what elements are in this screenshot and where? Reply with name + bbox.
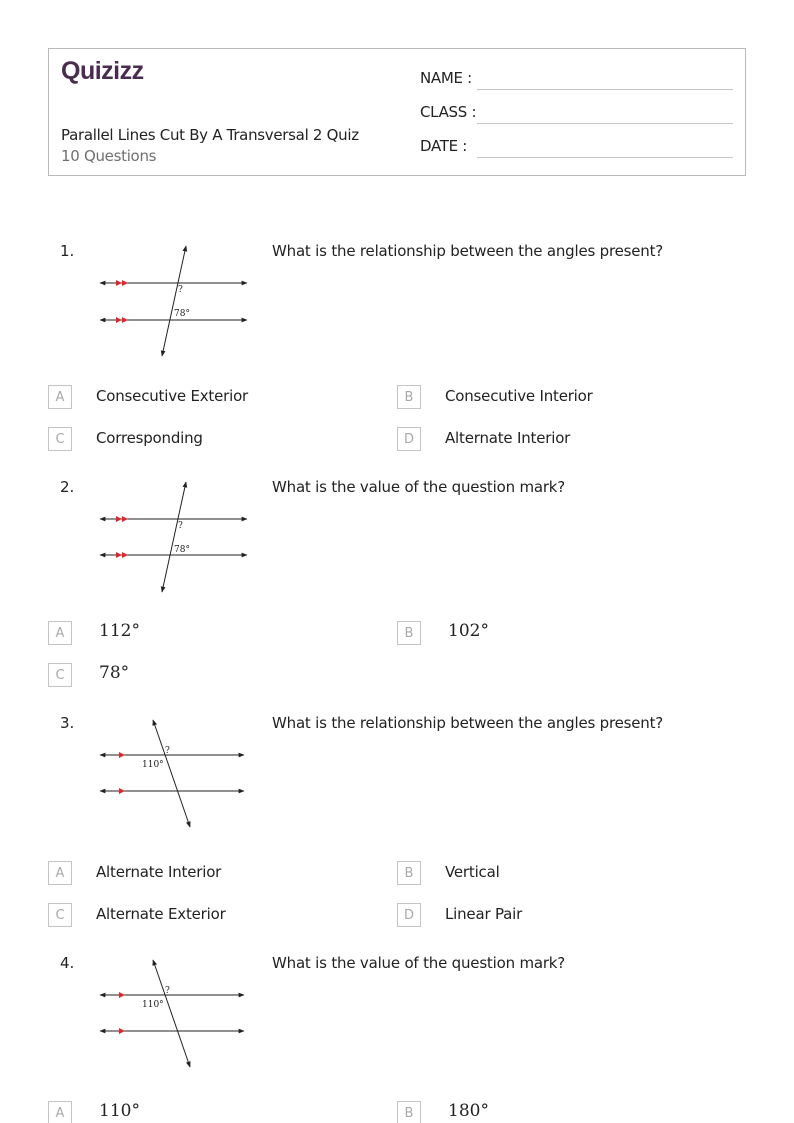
question-2-number: 2. <box>60 478 75 496</box>
angle-label: 78° <box>174 545 190 555</box>
question-3-diagram <box>92 712 257 834</box>
unknown-angle-label: ? <box>178 521 183 531</box>
question-1-number: 1. <box>60 242 75 260</box>
q3-option-d-letter[interactable]: D <box>397 903 421 927</box>
date-label: DATE : <box>420 137 468 155</box>
angle-label: 78° <box>174 309 190 319</box>
parallel-mark-top <box>116 516 128 522</box>
q1-option-b-letter[interactable]: B <box>397 385 421 409</box>
question-2-text: What is the value of the question mark? <box>272 478 566 496</box>
name-field[interactable] <box>477 89 733 90</box>
quizizz-logo: Quizizz <box>61 57 144 85</box>
class-field[interactable] <box>477 123 733 124</box>
q4-option-a-text: 110° <box>99 1101 140 1121</box>
transversal-line <box>162 482 186 592</box>
q3-option-c-letter[interactable]: C <box>48 903 72 927</box>
name-label: NAME : <box>420 69 472 87</box>
date-field[interactable] <box>477 157 733 158</box>
quiz-title: Parallel Lines Cut By A Transversal 2 Quiz <box>61 126 359 144</box>
unknown-angle-label: ? <box>178 285 183 295</box>
parallel-mark-top <box>116 280 128 286</box>
worksheet-header <box>48 48 746 176</box>
q2-option-c-letter[interactable]: C <box>48 663 72 687</box>
transversal-line <box>153 720 190 827</box>
question-1-diagram <box>92 240 257 362</box>
q4-option-b-text: 180° <box>448 1101 489 1121</box>
question-3-text: What is the relationship between the angles present? <box>272 714 664 732</box>
q2-option-b-letter[interactable]: B <box>397 621 421 645</box>
parallel-mark-bottom <box>119 788 125 794</box>
q4-option-a-letter[interactable]: A <box>48 1101 72 1123</box>
parallel-mark-bottom <box>116 317 128 323</box>
q4-option-b-letter[interactable]: B <box>397 1101 421 1123</box>
q1-option-a-text: Consecutive Exterior <box>96 387 249 405</box>
q1-option-a-letter[interactable]: A <box>48 385 72 409</box>
parallel-mark-bottom <box>116 552 128 558</box>
angle-label: 110° <box>142 760 164 770</box>
q3-option-b-text: Vertical <box>445 863 500 881</box>
parallel-mark-bottom <box>119 1028 125 1034</box>
angle-label: 110° <box>142 1000 164 1010</box>
q2-option-b-text: 102° <box>448 621 489 641</box>
q2-option-a-text: 112° <box>99 621 140 641</box>
q3-option-b-letter[interactable]: B <box>397 861 421 885</box>
q1-option-c-letter[interactable]: C <box>48 427 72 451</box>
question-4-diagram <box>92 952 257 1074</box>
unknown-angle-label: ? <box>165 746 170 756</box>
q3-option-a-letter[interactable]: A <box>48 861 72 885</box>
transversal-line <box>153 960 190 1067</box>
question-3-number: 3. <box>60 714 75 732</box>
q1-option-c-text: Corresponding <box>96 429 203 447</box>
q3-option-a-text: Alternate Interior <box>96 863 222 881</box>
question-4-text: What is the value of the question mark? <box>272 954 566 972</box>
q2-option-a-letter[interactable]: A <box>48 621 72 645</box>
unknown-angle-label: ? <box>165 986 170 996</box>
question-count: 10 Questions <box>61 147 157 165</box>
question-1-text: What is the relationship between the angles present? <box>272 242 664 260</box>
q3-option-d-text: Linear Pair <box>445 905 523 923</box>
question-2-diagram <box>92 476 257 598</box>
class-label: CLASS : <box>420 103 477 121</box>
q1-option-d-letter[interactable]: D <box>397 427 421 451</box>
q2-option-c-text: 78° <box>99 663 130 683</box>
parallel-mark-top <box>119 752 125 758</box>
q1-option-d-text: Alternate Interior <box>445 429 571 447</box>
q1-option-b-text: Consecutive Interior <box>445 387 593 405</box>
question-4-number: 4. <box>60 954 75 972</box>
parallel-mark-top <box>119 992 125 998</box>
transversal-line <box>162 246 186 356</box>
q3-option-c-text: Alternate Exterior <box>96 905 226 923</box>
